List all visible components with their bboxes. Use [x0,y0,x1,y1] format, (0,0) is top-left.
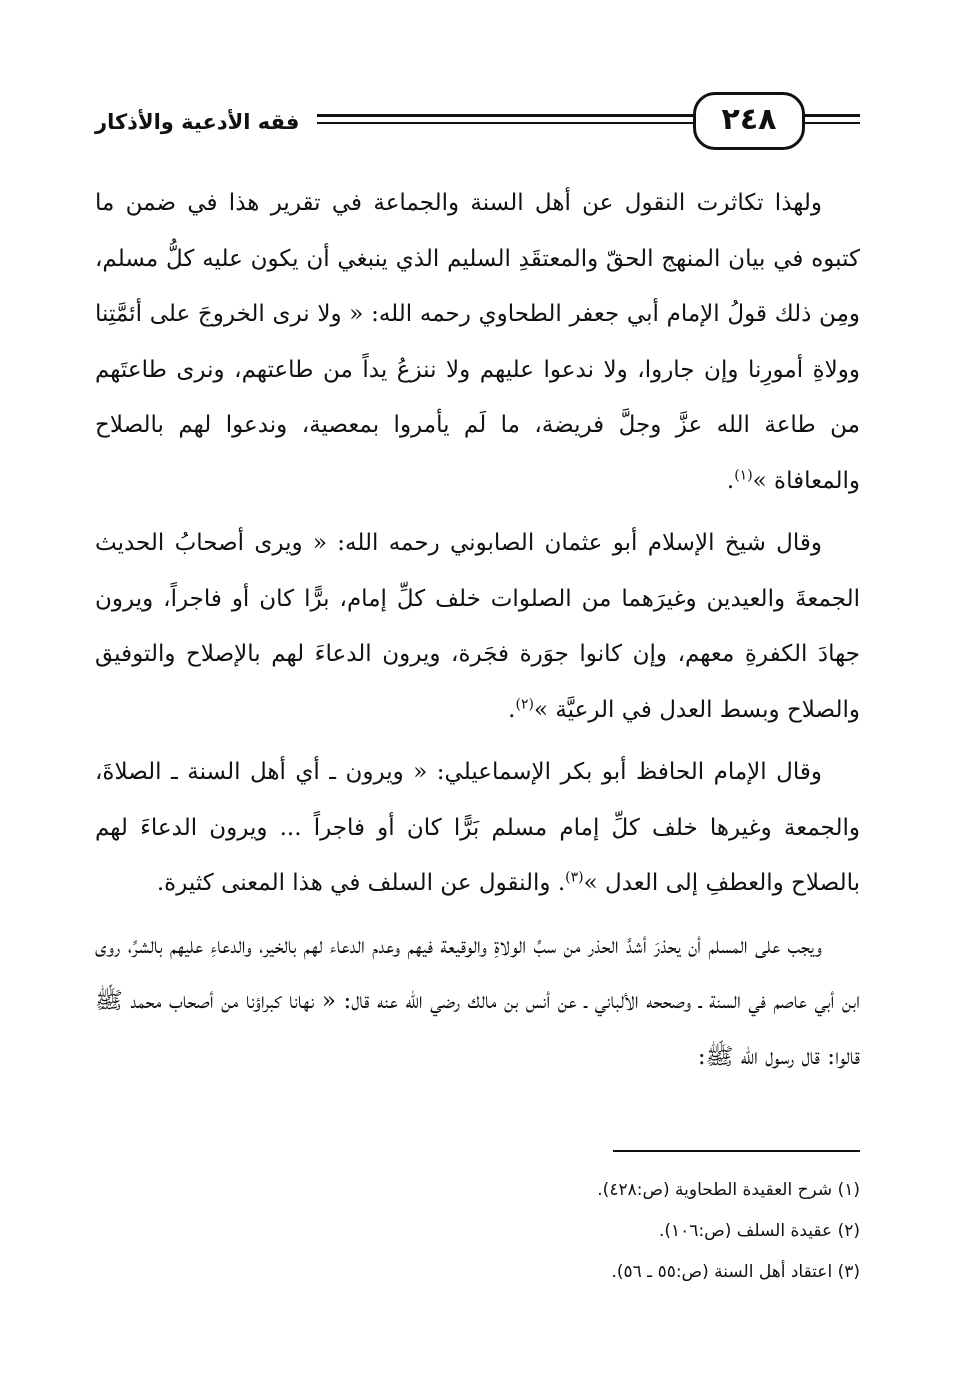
paragraph [95,745,860,912]
paragraph [95,516,860,738]
header-rule-left-thick [317,114,695,117]
paragraph-text: ولهذا تكاثرت النقول عن أهل السنة والجماعة في تقرير هذا في ضمن ما كتبوه في بيان المنهج الحقّ والمعتقَدِ السليم الذي ينبغي أن يكون عليه كلُّ مسلم، ومِن ذلك قولُ الإمام أبي جعفر الطحاوي رحمه الله: « ولا نرى الخروجَ على أئمَّتِنا وولاةِ أمورِنا وإن جاروا، ولا ندعوا عليهم ولا ننزعُ يداً من طاعتهم، ونرى طاعتَهم من طاعة الله عزَّ وجلَّ فريضة، ما لَم يأمروا بمعصية، وندعوا لهم بالصلاح والمعافاة » [95,190,860,494]
footnote-ref: (٣) [565,869,584,886]
header-rule-right-thick [805,114,860,117]
header-rule-right-thin [805,122,860,124]
paragraph-end: . [508,696,516,723]
paragraph-end: . [726,467,735,494]
footnote: (١) شرح العقيدة الطحاوية (ص:٤٢٨). [597,1180,860,1200]
page-header [95,92,860,162]
header-rule-left-thin [317,122,695,124]
paragraph-text: ويجب على المسلم أن يحذرَ أشدَّ الحذر من سبِّ الولاةِ والوقيعة فيهم وعدم الدعاء لهم بالخير، والدعاءِ عليهم بالشرِّ، روى ابن أبي عاصم في السنة ـ وصححه الألباني ـ عن أنس بن مالك رضي الله عنه قال: « نهانا كبراؤنا من أصحاب محمد ﷺ قالوا: قال رسول الله ﷺ: [95,932,860,1070]
footnote: (٢) عقيدة السلف (ص:١٠٦). [659,1221,860,1241]
body-text [95,176,860,1085]
footnote-separator [613,1150,860,1152]
running-title: فقه الأدعية والأذكار [95,110,300,134]
footnote-ref: (٢) [515,695,534,712]
footnote-ref: (١) [734,466,753,483]
paragraph [95,176,860,509]
page-number: ٢٤٨ [693,92,805,150]
paragraph-text: وقال شيخ الإسلام أبو عثمان الصابوني رحمه الله: « ويرى أصحابُ الحديث الجمعةَ والعيدين وغيرَهما من الصلوات خلف كلِّ إمام، برًّا كان أو فاجراً، ويرون جهادَ الكفرةِ معهم، وإن كانوا جوَرة فجَرة، ويرون الدعاءَ لهم بالإصلاح والتوفيق والصلاح وبسط العدل في الرعيَّة » [95,530,860,723]
paragraph-text: وقال الإمام الحافظ أبو بكر الإسماعيلي: « ويرون ـ أي أهل السنة ـ الصلاةَ، والجمعة وغيرها خلف كلِّ إمام مسلم بَرًّا كان أو فاجراً ... ويرون الدعاءَ لهم بالصلاح والعطفِ إلى العدل » [95,759,860,896]
footnote: (٣) اعتقاد أهل السنة (ص:٥٥ ـ ٥٦). [611,1262,860,1282]
footnotes [300,1170,860,1293]
paragraph [95,919,860,1086]
paragraph-end: . والنقول عن السلف في هذا المعنى كثيرة. [156,870,566,896]
